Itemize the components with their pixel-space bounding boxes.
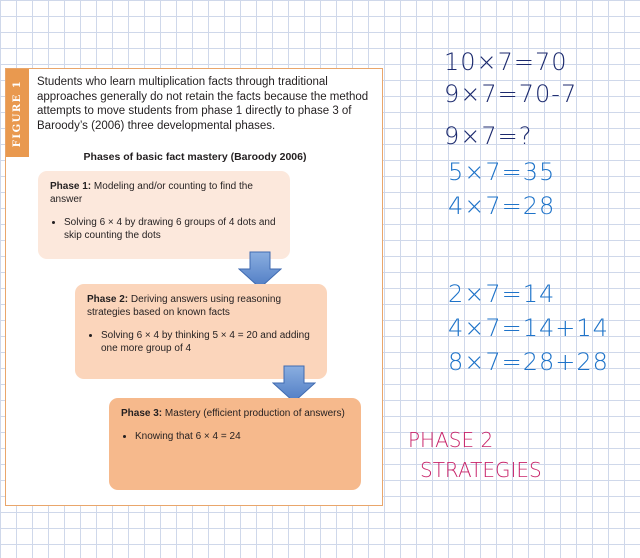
handwritten-note: PHASE 2 xyxy=(408,428,494,452)
figure-label: FIGURE 1 xyxy=(12,79,24,147)
phase-2-label: Phase 2: xyxy=(87,294,129,305)
figure-label-tab xyxy=(6,69,29,157)
phase-3-example: • Knowing that 6 × 4 = 24 xyxy=(135,430,349,443)
handwritten-equation: 4×7=28 xyxy=(448,192,556,220)
phase-3-examples xyxy=(121,430,349,443)
handwritten-equation: 5×7=35 xyxy=(448,158,556,186)
phase-2-heading xyxy=(87,293,315,319)
phase-2-description: Deriving answers using reasoning strategies based on known facts xyxy=(87,294,281,318)
phase-1-examples xyxy=(50,216,278,242)
handwritten-equation: 10×7=70 xyxy=(444,48,568,76)
phase-3-heading xyxy=(121,407,349,420)
phase-2-examples xyxy=(87,329,315,355)
figure-box xyxy=(5,68,383,506)
phase-1-example: • Solving 6 × 4 by drawing 6 groups of 4 dots and skip counting the dots xyxy=(64,216,278,242)
handwritten-equation: 2×7=14 xyxy=(448,280,556,308)
handwritten-equation: 9×7=70-7 xyxy=(444,80,578,108)
phase-2-example: • Solving 6 × 4 by thinking 5 × 4 = 20 and adding one more group of 4 xyxy=(101,329,315,355)
diagram-title: Phases of basic fact mastery (Baroody 2006) xyxy=(83,151,307,163)
figure-caption: Students who learn multiplication facts through traditional approaches generally do not retain the facts because the method attempts to move students from phase 1 directly to phase 3 of Baroody’s (2006) three developmental phases. xyxy=(37,76,369,132)
phase-3-box xyxy=(109,398,361,490)
phase-3-description: Mastery (efficient production of answers) xyxy=(164,408,345,419)
phase-1-heading xyxy=(50,180,278,206)
handwritten-note: STRATEGIES xyxy=(420,458,542,482)
phase-3-label: Phase 3: xyxy=(121,408,163,419)
phase-1-box xyxy=(38,171,290,259)
handwritten-equation: 8×7=28+28 xyxy=(448,348,609,376)
phase-1-label: Phase 1: xyxy=(50,181,92,192)
handwritten-equation: 9×7=? xyxy=(444,122,533,150)
phase-1-description: Modeling and/or counting to find the answer xyxy=(50,181,253,205)
handwritten-equation: 4×7=14+14 xyxy=(448,314,609,342)
